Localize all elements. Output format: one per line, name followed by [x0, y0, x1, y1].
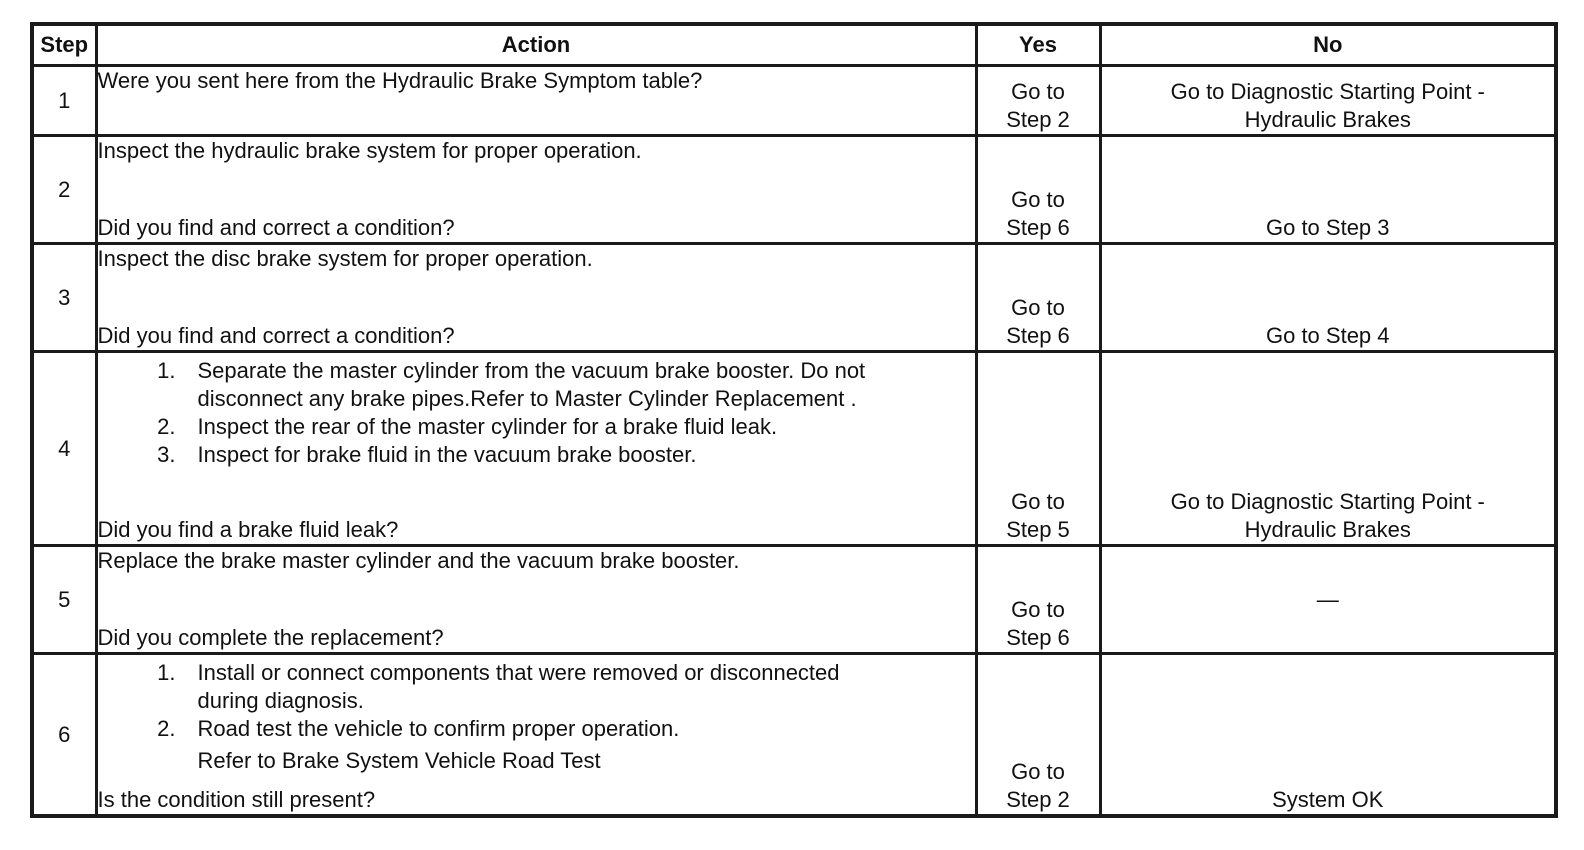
list-item: [98, 659, 975, 715]
list-number: 1.: [157, 358, 176, 383]
no-dash: —: [1316, 586, 1339, 612]
header-action: Action: [96, 24, 976, 66]
action-question: Did you find and correct a condition?: [97, 215, 455, 240]
no-line-1: System OK: [1272, 787, 1384, 812]
no-line-1: Go to Diagnostic Starting Point -: [1170, 489, 1485, 514]
yes-line-2: Step 6: [1006, 215, 1070, 240]
header-yes: Yes: [976, 24, 1100, 66]
action-question: Did you find and correct a condition?: [97, 323, 455, 348]
step-number: 1: [32, 66, 96, 136]
table-row-step-3: [32, 244, 1556, 352]
action-text: Were you sent here from the Hydraulic Brake Symptom table?: [97, 68, 703, 93]
yes-line-2: Step 2: [1006, 107, 1070, 132]
table-row-step-1: [32, 66, 1556, 136]
yes-line-1: Go to: [1011, 759, 1065, 784]
step-number: 5: [32, 546, 96, 654]
list-number: 2.: [157, 414, 176, 439]
instruction-list: [98, 357, 975, 469]
list-text-continued: during diagnosis.: [197, 688, 364, 713]
no-cell: [1100, 66, 1556, 136]
yes-line-2: Step 5: [1006, 517, 1070, 542]
reference-link[interactable]: Refer to Brake System Vehicle Road Test: [197, 748, 601, 773]
table-row-step-5: [32, 546, 1556, 654]
yes-cell: [976, 244, 1100, 352]
diagnostic-table: [30, 22, 1558, 818]
no-cell: [1100, 244, 1556, 352]
yes-line-2: Step 2: [1006, 787, 1070, 812]
step-number: 2: [32, 136, 96, 244]
list-item: [98, 357, 975, 413]
list-item: [98, 413, 975, 441]
action-cell: [96, 546, 976, 654]
list-text: Separate the master cylinder from the vacuum brake booster. Do not: [197, 358, 866, 383]
no-cell: [1100, 654, 1556, 817]
no-line-2: Hydraulic Brakes: [1244, 107, 1411, 132]
no-cell: [1100, 136, 1556, 244]
yes-cell: [976, 546, 1100, 654]
no-line-2: Hydraulic Brakes: [1244, 517, 1411, 542]
table-row-step-2: [32, 136, 1556, 244]
list-text-continued: disconnect any brake pipes.Refer to Master Cylinder Replacement .: [197, 386, 857, 411]
header-no: No: [1100, 24, 1556, 66]
yes-line-2: Step 6: [1006, 323, 1070, 348]
action-question: Did you find a brake fluid leak?: [97, 517, 399, 542]
yes-cell: [976, 352, 1100, 546]
yes-line-1: Go to: [1011, 187, 1065, 212]
action-cell: [96, 136, 976, 244]
action-question: Did you complete the replacement?: [97, 625, 444, 650]
list-number: 2.: [157, 716, 176, 741]
action-cell: [96, 66, 976, 136]
no-cell: [1100, 352, 1556, 546]
instruction-list: [98, 659, 975, 743]
yes-line-1: Go to: [1011, 295, 1065, 320]
action-text: Inspect the hydraulic brake system for proper operation.: [97, 138, 642, 163]
no-line-1: Go to Diagnostic Starting Point -: [1170, 79, 1485, 104]
list-number: 1.: [157, 660, 176, 685]
step-number: 3: [32, 244, 96, 352]
yes-cell: [976, 66, 1100, 136]
list-text: Inspect the rear of the master cylinder for a brake fluid leak.: [197, 414, 778, 439]
header-step: Step: [32, 24, 96, 66]
header-row: [32, 24, 1556, 66]
yes-cell: [976, 654, 1100, 817]
step-number: 6: [32, 654, 96, 817]
step-number: 4: [32, 352, 96, 546]
yes-line-1: Go to: [1011, 597, 1065, 622]
table-row-step-6: [32, 654, 1556, 817]
action-question: Is the condition still present?: [97, 787, 376, 812]
list-item: [98, 441, 975, 469]
action-cell: [96, 352, 976, 546]
yes-line-2: Step 6: [1006, 625, 1070, 650]
yes-cell: [976, 136, 1100, 244]
table-row-step-4: [32, 352, 1556, 546]
no-line-1: Go to Step 3: [1265, 215, 1390, 240]
action-text: Replace the brake master cylinder and the vacuum brake booster.: [97, 548, 740, 573]
action-text: Inspect the disc brake system for proper operation.: [97, 246, 593, 271]
list-text: Inspect for brake fluid in the vacuum brake booster.: [197, 442, 697, 467]
action-cell: [96, 244, 976, 352]
list-item: [98, 715, 975, 743]
yes-line-1: Go to: [1011, 489, 1065, 514]
yes-line-1: Go to: [1011, 79, 1065, 104]
no-line-1: Go to Step 4: [1265, 323, 1390, 348]
list-text: Install or connect components that were removed or disconnected: [197, 660, 840, 685]
action-cell: [96, 654, 976, 817]
list-number: 3.: [157, 442, 176, 467]
list-text: Road test the vehicle to confirm proper operation.: [197, 716, 680, 741]
no-cell: [1100, 546, 1556, 654]
